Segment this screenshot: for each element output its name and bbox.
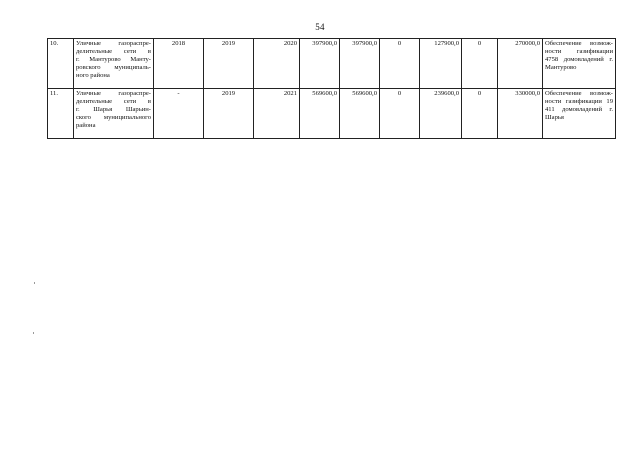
description-cell: [543, 39, 616, 89]
description-line: 4758 домовладений г.: [545, 56, 613, 63]
value-cell: 330000,0: [498, 89, 543, 139]
row-number: 10.: [48, 39, 74, 89]
amount-cell: 397900,0: [340, 39, 380, 89]
description-cell: [543, 89, 616, 139]
object-name-line: Уличные газораспре-: [76, 90, 151, 97]
object-name-line: г. Мантурово Манту-: [76, 56, 151, 63]
end-year-cell: 2021: [254, 89, 300, 139]
value-cell: 270000,0: [498, 39, 543, 89]
value-cell: 239600,0: [420, 89, 462, 139]
description-line: Обеспечение возмож-: [545, 40, 613, 47]
object-name-line: делительные сети в: [76, 48, 151, 55]
value-cell: 0: [462, 39, 498, 89]
year-cell: 2019: [204, 39, 254, 89]
row-number: 11.: [48, 89, 74, 139]
end-year-cell: 2020: [254, 39, 300, 89]
investment-table: [47, 38, 616, 139]
description-line: Шарья: [545, 114, 564, 121]
description-line: Мантурово: [545, 64, 577, 71]
object-name-cell: [74, 39, 154, 89]
table-row: [48, 39, 616, 89]
scan-speck: [33, 332, 34, 334]
object-name-line: ного района: [76, 72, 110, 79]
value-cell: 127900,0: [420, 39, 462, 89]
amount-cell: 569600,0: [340, 89, 380, 139]
object-name-line: ровского муниципаль-: [76, 64, 151, 71]
object-name-line: делительные сети в: [76, 98, 151, 105]
object-name-line: Уличные газораспре-: [76, 40, 151, 47]
total-cost-cell: 397900,0: [300, 39, 340, 89]
table-row: [48, 89, 616, 139]
start-year-cell: -: [154, 89, 204, 139]
value-cell: 0: [380, 39, 420, 89]
object-name-line: района: [76, 122, 96, 129]
description-line: 411 домовладений г.: [545, 106, 613, 113]
description-line: Обеспечение возмож-: [545, 90, 613, 97]
object-name-line: ского муниципального: [76, 114, 151, 121]
value-cell: 0: [462, 89, 498, 139]
object-name-line: г. Шарья Шарьин-: [76, 106, 151, 113]
description-line: ности газификации 19: [545, 98, 613, 105]
scan-speck: [34, 282, 35, 284]
description-line: ности газификации: [545, 48, 613, 55]
start-year-cell: 2018: [154, 39, 204, 89]
year-cell: 2019: [204, 89, 254, 139]
total-cost-cell: 569600,0: [300, 89, 340, 139]
page-number: 54: [315, 22, 325, 32]
object-name-cell: [74, 89, 154, 139]
value-cell: 0: [380, 89, 420, 139]
